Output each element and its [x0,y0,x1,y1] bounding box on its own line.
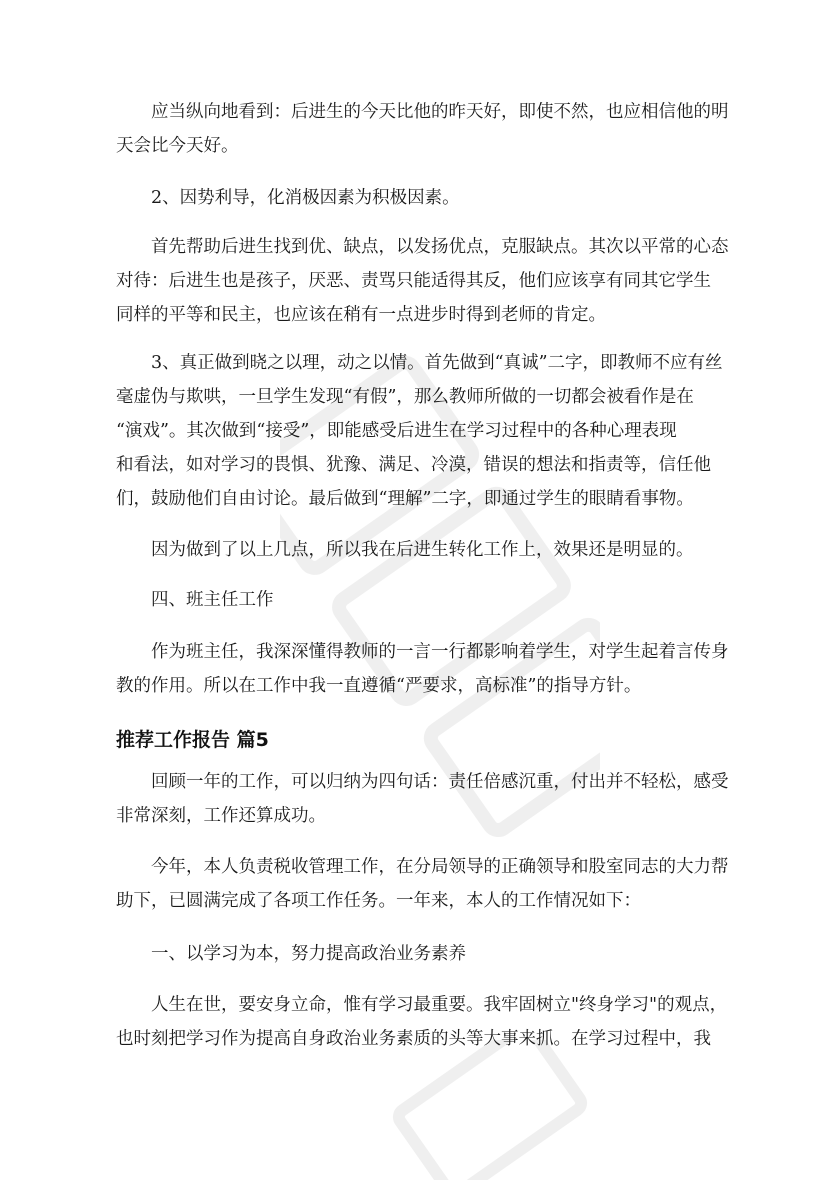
paragraph-line: 对待：后进生也是孩子，厌恶、责骂只能适得其反，他们应该享有同其它学生 [116,271,711,291]
paragraph-line: 一、以学习为本，努力提高政治业务素养 [116,944,466,964]
paragraph-9 [116,850,729,918]
watermark-fragment-icon [380,1040,600,1180]
paragraph-7 [116,635,729,703]
paragraph-line: 应当纵向地看到：后进生的今天比他的昨天好，即使不然，也应相信他的明 [116,102,729,122]
paragraph-3 [116,230,729,332]
paragraph-2 [116,181,716,215]
paragraph-8 [116,765,729,833]
paragraph-5 [116,533,716,567]
paragraph-line: 教的作用。所以在工作中我一直遵循“严要求，高标准”的指导方针。 [116,676,642,696]
paragraph-line: 助下，已圆满完成了各项工作任务。一年来，本人的工作情况如下： [116,891,641,911]
paragraph-line: 也时刻把学习作为提高自身政治业务素质的头等大事来抓。在学习过程中，我 [116,1029,711,1049]
paragraph-line: 们，鼓励他们自由讨论。最后做到“理解”二字，即通过学生的眼睛看事物。 [116,489,694,509]
paragraph-line: 回顾一年的工作，可以归纳为四句话：责任倍感沉重，付出并不轻松，感受 [116,772,729,792]
section-heading: 推荐工作报告 篇5 [116,729,269,751]
paragraph-line: 首先帮助后进生找到优、缺点，以发扬优点，克服缺点。其次以平常的心态 [116,237,729,257]
paragraph-line: 同样的平等和民主，也应该在稍有一点进步时得到老师的肯定。 [116,305,606,325]
paragraph-4 [116,346,723,516]
paragraph-line: 天会比今天好。 [116,136,239,156]
paragraph-6 [116,583,716,617]
paragraph-line: 因为做到了以上几点，所以我在后进生转化工作上，效果还是明显的。 [116,540,694,560]
paragraph-10 [116,937,716,971]
paragraph-line: 人生在世，要安身立命，惟有学习最重要。我牢固树立"终身学习"的观点， [116,995,728,1015]
paragraph-line: “演戏”。其次做到“接受”，即能感受后进生在学习过程中的各种心理表现 [116,421,677,441]
paragraph-line: 3、真正做到晓之以理，动之以情。首先做到“真诚”二字，即教师不应有丝 [116,353,723,373]
paragraph-11 [116,988,728,1056]
paragraph-1 [116,95,729,163]
paragraph-line: 作为班主任，我深深懂得教师的一言一行都影响着学生，对学生起着言传身 [116,642,729,662]
paragraph-line: 非常深刻，工作还算成功。 [116,806,326,826]
paragraph-line: 今年，本人负责税收管理工作，在分局领导的正确领导和股室同志的大力帮 [116,857,729,877]
paragraph-line: 2、因势利导，化消极因素为积极因素。 [116,188,460,208]
paragraph-line: 和看法，如对学习的畏惧、犹豫、满足、冷漠，错误的想法和指责等，信任他 [116,455,711,475]
paragraph-line: 毫虚伪与欺哄，一旦学生发现“有假”，那么教师所做的一切都会被看作是在 [116,387,694,407]
paragraph-line: 四、班主任工作 [116,590,274,610]
